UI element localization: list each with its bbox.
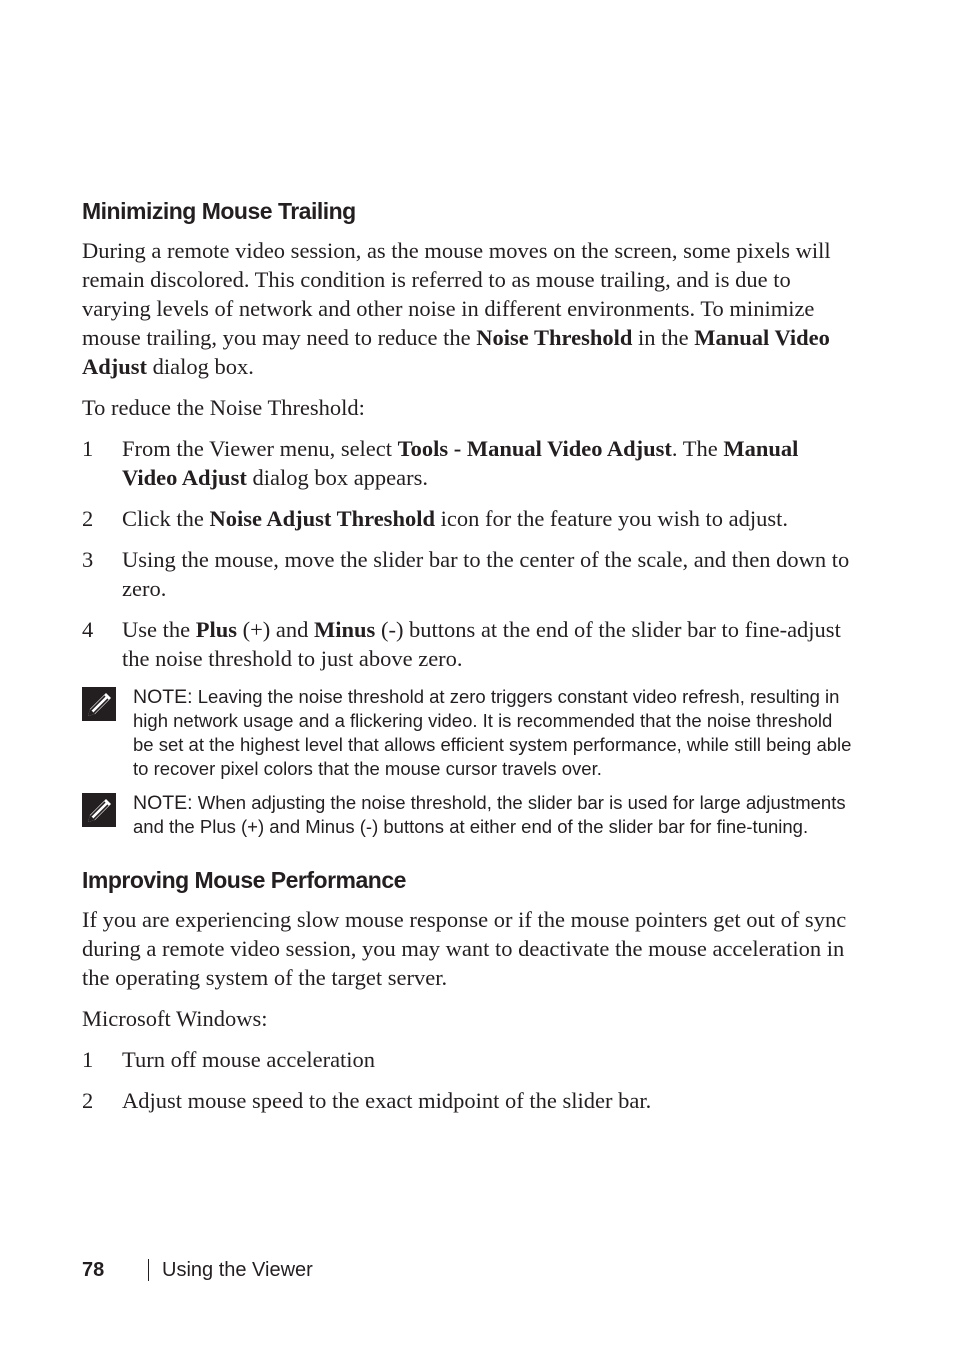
step-text: Turn off mouse acceleration	[122, 1047, 376, 1072]
step-number: 2	[82, 1088, 94, 1113]
step-number: 2	[82, 506, 94, 531]
pencil-note-icon	[82, 793, 116, 827]
footer-divider	[148, 1259, 149, 1281]
step-text: Use the Plus (+) and Minus (-) buttons at the end of the slider bar to fine-adjust the noise threshold to just above zero.	[122, 617, 841, 671]
pencil-note-icon	[82, 687, 116, 721]
intro-bold-noise-threshold: Noise Threshold	[476, 325, 633, 350]
note-slider-adjust	[82, 791, 854, 839]
step-text: Click the Noise Adjust Threshold icon for the feature you wish to adjust.	[122, 506, 789, 531]
step-number: 1	[82, 1047, 94, 1072]
list-item	[82, 1045, 854, 1074]
step-text: Adjust mouse speed to the exact midpoint of the slider bar.	[122, 1088, 652, 1113]
step-text: From the Viewer menu, select Tools - Manual Video Adjust. The Manual Video Adjust dialog box appears.	[122, 436, 799, 490]
note-text: NOTE: Leaving the noise threshold at zero triggers constant video refresh, resulting in high network usage and a flickering video. It is recommended that the noise threshold be set at the highest level that allows efficient system performance, while still being able to recover pixel colors that the mouse cursor travels over.	[133, 686, 852, 779]
note-label: NOTE:	[133, 792, 193, 814]
page-footer	[82, 1257, 313, 1283]
page-content	[82, 196, 854, 1127]
section-heading-mouse-performance: Improving Mouse Performance	[82, 867, 406, 893]
list-item	[82, 545, 854, 603]
intro-bold-manual-video-adjust: Manual Video Adjust	[82, 325, 830, 379]
mouse-trailing-intro	[82, 236, 854, 381]
note-label: NOTE:	[133, 686, 193, 708]
page-number: 78	[82, 1259, 105, 1281]
step-number: 1	[82, 436, 94, 461]
section-heading-mouse-trailing: Minimizing Mouse Trailing	[82, 198, 356, 224]
list-item	[82, 434, 854, 492]
intro-text: dialog box.	[147, 354, 254, 379]
step-text: Using the mouse, move the slider bar to the center of the scale, and then down to zero.	[122, 547, 850, 601]
note-zero-threshold	[82, 685, 854, 781]
noise-threshold-lead: To reduce the Noise Threshold:	[82, 395, 365, 420]
list-item	[82, 1086, 854, 1115]
mouse-performance-steps	[82, 1045, 854, 1115]
intro-text: in the	[632, 325, 695, 350]
note-text: NOTE: When adjusting the noise threshold, the slider bar is used for large adjustments and the Plus (+) and Minus (-) buttons at either end of the slider bar for fine-tuning.	[133, 792, 846, 837]
mouse-performance-intro: If you are experiencing slow mouse response or if the mouse pointers get out of sync during a remote video session, you may want to deactivate the mouse acceleration in the operating system of the target server.	[82, 907, 847, 990]
noise-threshold-steps	[82, 434, 854, 673]
step-number: 4	[82, 617, 94, 642]
list-item	[82, 615, 854, 673]
intro-text: During a remote video session, as the mouse moves on the screen, some pixels will remain discolored. This condition is referred to as mouse trailing, and is due to varying levels of network and other noise in different environments. To minimize mouse trailing, you may need to reduce the	[82, 238, 831, 350]
footer-section-title: Using the Viewer	[162, 1259, 313, 1281]
list-item	[82, 504, 854, 533]
microsoft-windows-lead: Microsoft Windows:	[82, 1006, 268, 1031]
step-number: 3	[82, 547, 94, 572]
